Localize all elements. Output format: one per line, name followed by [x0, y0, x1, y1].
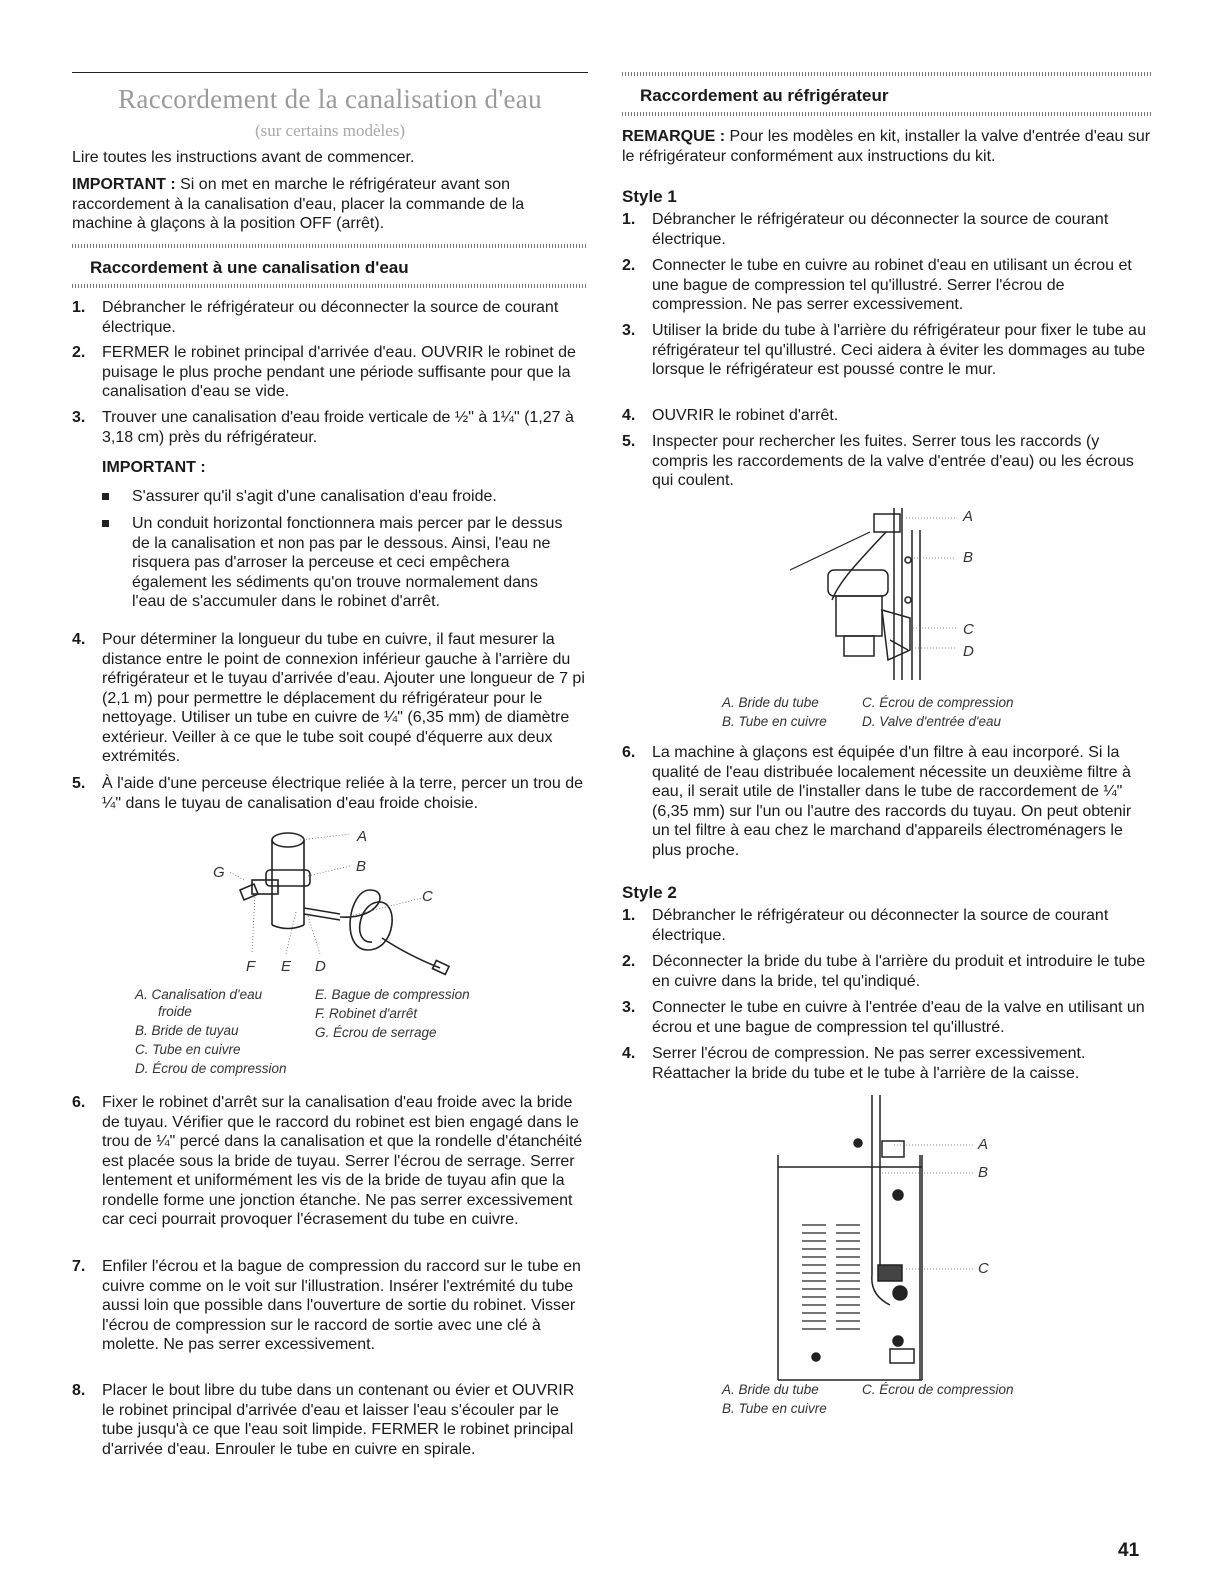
style2-step-2: 2. Déconnecter la bride du tube à l'arrière du produit et introduire le tube en cuivre dans la bride, tel qu'indiqué. [622, 953, 1146, 990]
water-valve-illustration [790, 500, 990, 680]
step-3: 3. Trouver une canalisation d'eau froide verticale de ½" à 1¼" (1,27 à 3,18 cm) près du réfrigérateur. [72, 409, 574, 446]
step-2: 2. FERMER le robinet principal d'arrivée d'eau. OUVRIR le robinet de puisage le plus proche pendant une période suffisante pour que la canalisation d'eau se vide. [72, 344, 576, 400]
step-6: 6. Fixer le robinet d'arrêt sur la canalisation d'eau froide avec la bride de tuyau. Vérifier que le raccord du robinet est bien engagé dans le trou de ¼" percé dans la canalisation et que la rondelle d'étanchéité est placée sous la bride de tuyau. Serrer l'écrou de serrage. Serrer lentement et uniformément les vis de la bride de tuyau afin que la rondelle forme une jonction étanche. Ne pas serrer excessivement car ceci pourrait provoquer l'écrasement du tube en cuivre. [72, 1094, 583, 1228]
caption-c: C. Tube en cuivre [135, 1042, 241, 1057]
fig1-label-d: D [315, 958, 326, 975]
divider [72, 244, 588, 248]
caption-a2: froide [158, 1004, 192, 1019]
refrigerator-back-illustration [770, 1095, 1000, 1380]
fig3-caption-b: B. Tube en cuivre [722, 1401, 827, 1416]
step-5: 5. À l'aide d'une perceuse électrique reliée à la terre, percer un trou de ¼" dans le tuyau de canalisation d'eau froide choisie. [72, 775, 584, 812]
fig1-label-b: B [356, 858, 367, 875]
fig1-label-a: A [357, 828, 368, 845]
fig2-label-a: A [963, 508, 974, 525]
divider [72, 284, 588, 288]
bullet-square [102, 520, 109, 527]
fig1-label-f: F [246, 958, 256, 975]
step-8: 8. Placer le bout libre du tube dans un contenant ou évier et OUVRIR le robinet principal d'arrivée d'eau et laisser l'eau s'écouler par le tube jusqu'à ce que l'eau soit limpide. FERMER le robinet principal d'arrivée d'eau. Enrouler le tube en cuivre en spirale. [72, 1382, 575, 1458]
step-4: 4. Pour déterminer la longueur du tube en cuivre, il faut mesurer la distance entre le point de connexion inférieur gauche à l'arrière du réfrigérateur et le tuyau d'arrivée d'eau. Ajouter une longueur de 7 pi (2,1 m) pour permettre le déplacement du réfrigérateur pour le nettoyage. Utiliser un tube en cuivre de ¼" (6,35 mm) de diamètre extérieur. Veiller à ce que le tube soit coupé d'équerre aux deux extrémités. [72, 631, 585, 765]
style2-step-4: 4. Serrer l'écrou de compression. Ne pas serrer excessivement. Réattacher la bride du tube et le tube à l'arrière de la caisse. [622, 1045, 1086, 1082]
step-7: 7. Enfiler l'écrou et la bague de compression du raccord sur le tube en cuivre comme on le voit sur l'illustration. Insérer l'extrémité du tube aussi loin que possible dans l'ouverture de sortie du robinet. Visser l'écrou de compression sur le raccord de sortie avec une clé à molette. Ne pas serrer excessivement. [72, 1258, 581, 1353]
style1-step-1: 1. Débrancher le réfrigérateur ou déconnecter la source de courant électrique. [622, 211, 1109, 248]
fig1-label-g: G [213, 864, 225, 881]
bullet-square [102, 493, 109, 500]
important-note [72, 175, 588, 234]
important-label: IMPORTANT : [72, 176, 176, 193]
fig3-label-a: A [978, 1136, 989, 1153]
important-text: Si on met en marche le réfrigérateur avant son raccordement à la canalisation d'eau, placer la commande de la machine à glaçons à la position OFF (arrêt). [72, 176, 525, 232]
caption-a: A. Canalisation d'eau [135, 987, 263, 1002]
fig2-caption-d: D. Valve d'entrée d'eau [862, 714, 1001, 729]
section-title: Raccordement de la canalisation d'eau [118, 84, 542, 114]
page-number: 41 [1118, 1540, 1140, 1561]
fig2-label-c: C [963, 621, 974, 638]
style1-step-3: 3. Utiliser la bride du tube à l'arrière du réfrigérateur pour fixer le tube au réfrigérateur tel qu'illustré. Ceci aidera à éviter les dommages au tube lorsque le réfrigérateur est poussé contre le mur. [622, 322, 1146, 378]
fig2-label-d: D [963, 643, 974, 660]
caption-e: E. Bague de compression [315, 987, 470, 1002]
caption-d: D. Écrou de compression [135, 1061, 287, 1076]
fig2-caption-c: C. Écrou de compression [862, 695, 1014, 710]
style1-step-6: 6. La machine à glaçons est équipée d'un filtre à eau incorporé. Si la qualité de l'eau distribuée localement nécessite un deuxième filtre à eau, il serait utile de l'installer dans le tube de raccordement de ¼" (6,35 mm) sur l'un ou l'autre des raccords du tuyau. On peut obtenir un tel filtre à eau chez le marchand d'appareils électroménagers le plus proche. [622, 744, 1132, 859]
top-rule-left [72, 72, 588, 73]
fig3-label-b: B [978, 1164, 989, 1181]
caption-b: B. Bride de tuyau [135, 1023, 239, 1038]
fig2-caption-a: A. Bride du tube [722, 695, 819, 710]
fig3-caption-a: A. Bride du tube [722, 1382, 819, 1397]
remarque-note [622, 127, 1152, 166]
fig1-label-c: C [422, 888, 433, 905]
remarque-label: REMARQUE : [622, 128, 726, 145]
intro-text: Lire toutes les instructions avant de commencer. [72, 149, 415, 166]
heading-water-line: Raccordement à une canalisation d'eau [90, 258, 409, 277]
section-subtitle: (sur certains modèles) [254, 121, 406, 140]
fig2-caption-b: B. Tube en cuivre [722, 714, 827, 729]
fig2-label-b: B [963, 549, 974, 566]
style1-step-4: 4. OUVRIR le robinet d'arrêt. [622, 407, 839, 424]
remarque-text: Pour les modèles en kit, installer la valve d'entrée d'eau sur le réfrigérateur conformément aux instructions du kit. [622, 128, 1151, 165]
step3-important: IMPORTANT : [102, 459, 206, 476]
style1-step-5: 5. Inspecter pour rechercher les fuites. Serrer tous les raccords (y compris les raccordements de la valve d'entrée d'eau) ou les écrous qui coulent. [622, 433, 1134, 489]
style1-heading: Style 1 [622, 187, 677, 206]
style1-step-2: 2. Connecter le tube en cuivre au robinet d'eau en utilisant un écrou et une bague de compression tel qu'illustré. Serrer l'écrou de compression. Ne pas serrer excessivement. [622, 257, 1132, 313]
style2-step-3: 3. Connecter le tube en cuivre à l'entrée d'eau de la valve en utilisant un écrou et une bague de compression tel qu'illustré. [622, 999, 1145, 1036]
fig3-caption-c: C. Écrou de compression [862, 1382, 1014, 1397]
top-rule-right [622, 72, 1152, 76]
fig1-label-e: E [281, 958, 292, 975]
style2-step-1: 1. Débrancher le réfrigérateur ou déconnecter la source de courant électrique. [622, 907, 1109, 944]
step-1: 1. Débrancher le réfrigérateur ou déconnecter la source de courant électrique. [72, 299, 559, 336]
caption-g: G. Écrou de serrage [315, 1025, 437, 1040]
caption-f: F. Robinet d'arrêt [315, 1006, 418, 1021]
divider [622, 112, 1152, 116]
heading-refrigerator: Raccordement au réfrigérateur [640, 86, 889, 105]
style2-heading: Style 2 [622, 883, 677, 902]
fig3-label-c: C [978, 1260, 989, 1277]
